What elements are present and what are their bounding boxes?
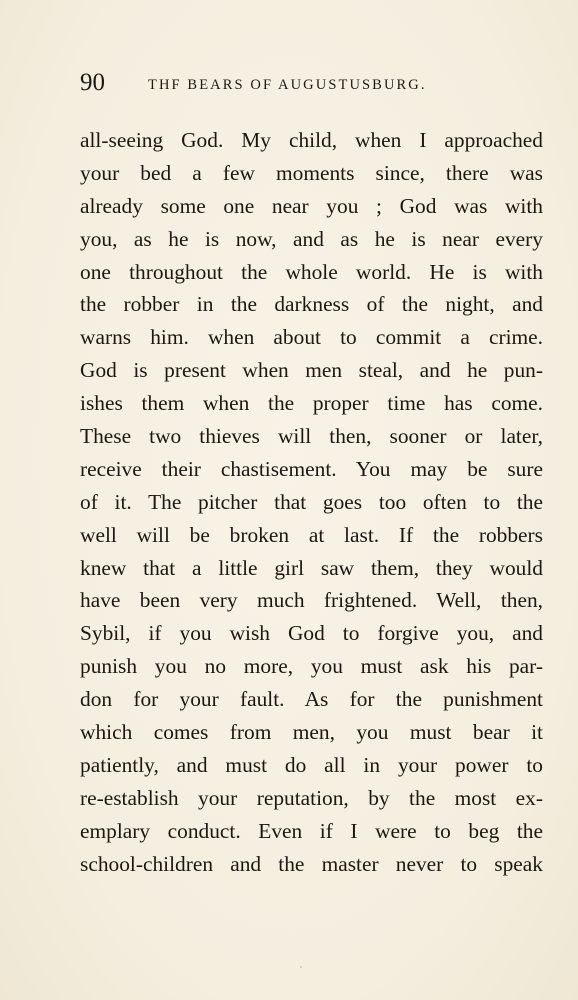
body-text — [80, 124, 543, 880]
text-line: well will be broken at last. If the robbers — [80, 522, 543, 547]
text-line: warns him. when about to commit a crime. — [80, 325, 543, 350]
paper-speck — [300, 966, 302, 968]
text-line: of it. The pitcher that goes too often to the — [80, 489, 543, 514]
text-line: knew that a little girl saw them, they would — [80, 555, 543, 580]
text-line: the robber in the darkness of the night, and — [80, 292, 543, 317]
text-line: your bed a few moments since, there was — [80, 160, 543, 185]
running-head: THF BEARS OF AUGUSTUSBURG. — [148, 77, 427, 93]
text-line: receive their chastisement. You may be sure — [80, 456, 543, 481]
text-line: God is present when men steal, and he pun- — [80, 358, 543, 383]
text-line: which comes from men, you must bear it — [80, 720, 543, 745]
text-line: already some one near you ; God was with — [80, 193, 543, 218]
text-line: re-establish your reputation, by the most ex- — [80, 785, 543, 810]
page-header — [80, 68, 550, 102]
text-line: Sybil, if you wish God to forgive you, and — [80, 621, 543, 646]
text-line: don for your fault. As for the punishment — [80, 687, 543, 712]
text-line: punish you no more, you must ask his par- — [80, 654, 543, 679]
text-line: school-children and the master never to speak — [80, 851, 543, 876]
text-line: one throughout the whole world. He is with — [80, 259, 543, 284]
text-line: ishes them when the proper time has come. — [80, 391, 543, 416]
page-number: 90 — [80, 69, 105, 96]
text-line: all-seeing God. My child, when I approached — [80, 128, 543, 152]
text-line: you, as he is now, and as he is near every — [80, 226, 543, 251]
text-line: have been very much frightened. Well, then, — [80, 588, 543, 613]
text-line: patiently, and must do all in your power to — [80, 752, 543, 777]
text-line: These two thieves will then, sooner or later, — [80, 424, 543, 449]
text-line: emplary conduct. Even if I were to beg the — [80, 818, 543, 843]
